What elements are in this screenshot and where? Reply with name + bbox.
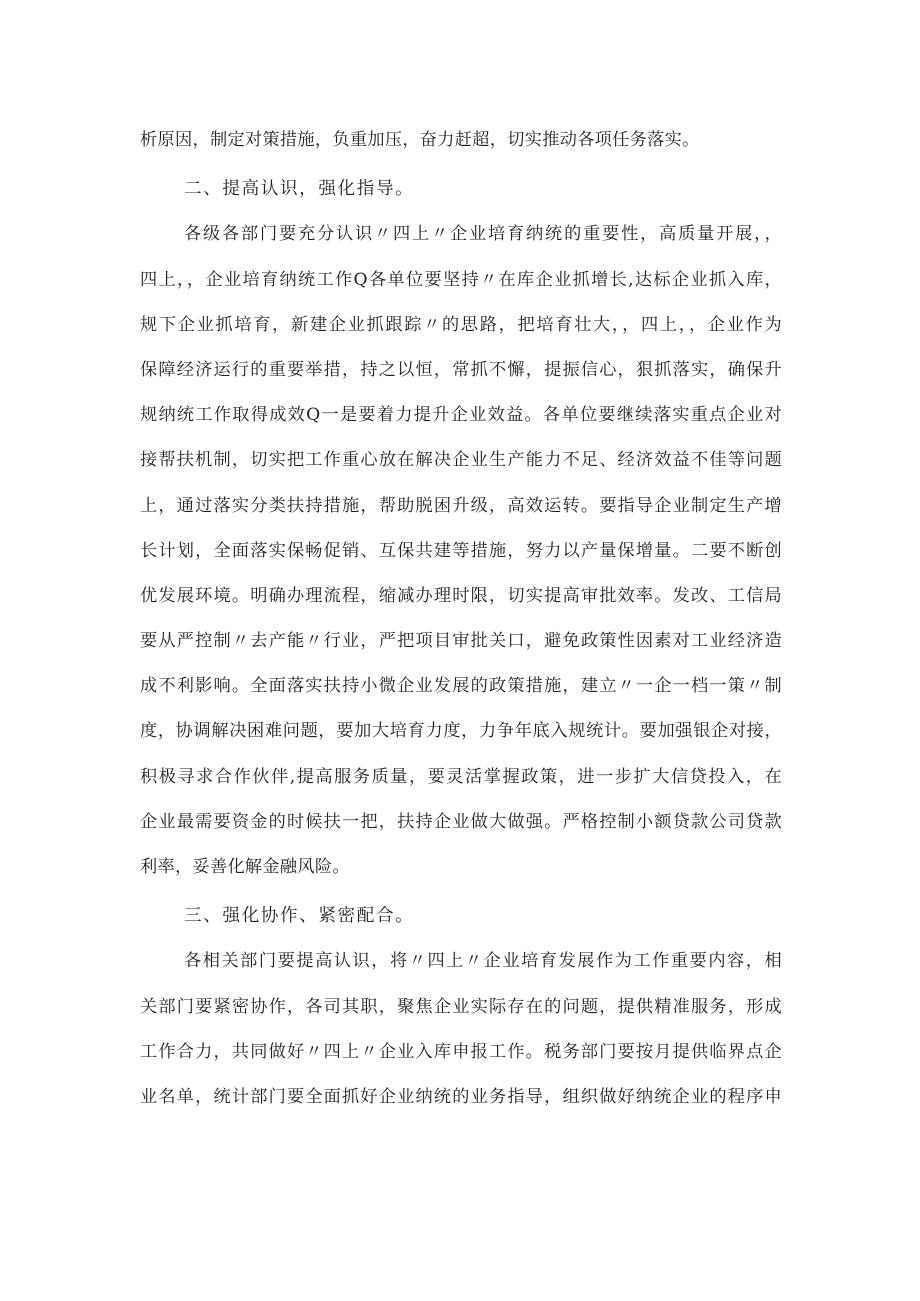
section-heading-2: 二、提高认识，强化指导。 [184, 179, 415, 200]
paragraph-line: 度，协调解决困难问题，要加大培育力度，力争年底入规统计。要加强银企对接， [140, 721, 782, 742]
paragraph-line: 规纳统工作取得成效Q一是要着力提升企业效益。各单位要继续落实重点企业对 [140, 405, 782, 426]
paragraph-line-first: 各相关部门要提高认识，将〃四上〃企业培育发展作为工作重要内容，相 [184, 951, 782, 972]
paragraph-line: 接帮扶机制，切实把工作重心放在解决企业生产能力不足、经济效益不佳等问题 [140, 450, 782, 471]
paragraph-line: 要从严控制〃去产能〃行业，严把项目审批关口，避免政策性因素对工业经济造 [140, 631, 782, 652]
paragraph-line: 成不利影响。全面落实扶持小微企业发展的政策措施，建立〃一企一档一策〃制 [140, 676, 782, 697]
paragraph-line: 工作合力，共同做好〃四上〃企业入库申报工作。税务部门要按月提供临界点企 [140, 1041, 782, 1062]
paragraph-line: 关部门要紧密协作，各司其职，聚焦企业实际存在的问题，提供精准服务，形成 [140, 996, 782, 1017]
paragraph-line: 保障经济运行的重要举措，持之以恒，常抓不懈，提振信心，狠抓落实，确保升 [140, 359, 782, 380]
text-line-1: 析原因，制定对策措施，负重加压，奋力赶超，切实推动各项任务落实。 [140, 130, 700, 150]
paragraph-line: 积极寻求合作伙伴,提高服务质量，要灵活掌握政策，进一步扩大信贷投入，在 [140, 766, 782, 787]
paragraph-line: 上，通过落实分类扶持措施，帮助脱困升级，高效运转。要指导企业制定生产增 [140, 495, 782, 516]
paragraph-line: 优发展环境。明确办理流程，缩减办理时限，切实提高审批效率。发改、工信局 [140, 585, 782, 606]
section-heading-3: 三、强化协作、紧密配合。 [184, 906, 415, 927]
paragraph-line: 规下企业抓培育，新建企业抓跟踪〃的思路，把培育壮大，，四上，，企业作为 [140, 314, 782, 335]
paragraph-line: 业名单，统计部门要全面抓好企业纳统的业务指导，组织做好纳统企业的程序申 [140, 1086, 782, 1107]
paragraph-line: 四上，，企业培育纳统工作Q各单位要坚持〃在库企业抓增长,达标企业抓入库， [140, 269, 782, 290]
paragraph-line-first: 各级各部门要充分认识〃四上〃企业培育纳统的重要性，高质量开展，， [184, 224, 782, 245]
paragraph-line-last: 利率，妥善化解金融风险。 [140, 857, 350, 877]
paragraph-line: 企业最需要资金的时候扶一把，扶持企业做大做强。严格控制小额贷款公司贷款 [140, 811, 782, 832]
paragraph-line: 长计划，全面落实保畅促销、互保共建等措施，努力以产量保增量。二要不断创 [140, 540, 782, 561]
